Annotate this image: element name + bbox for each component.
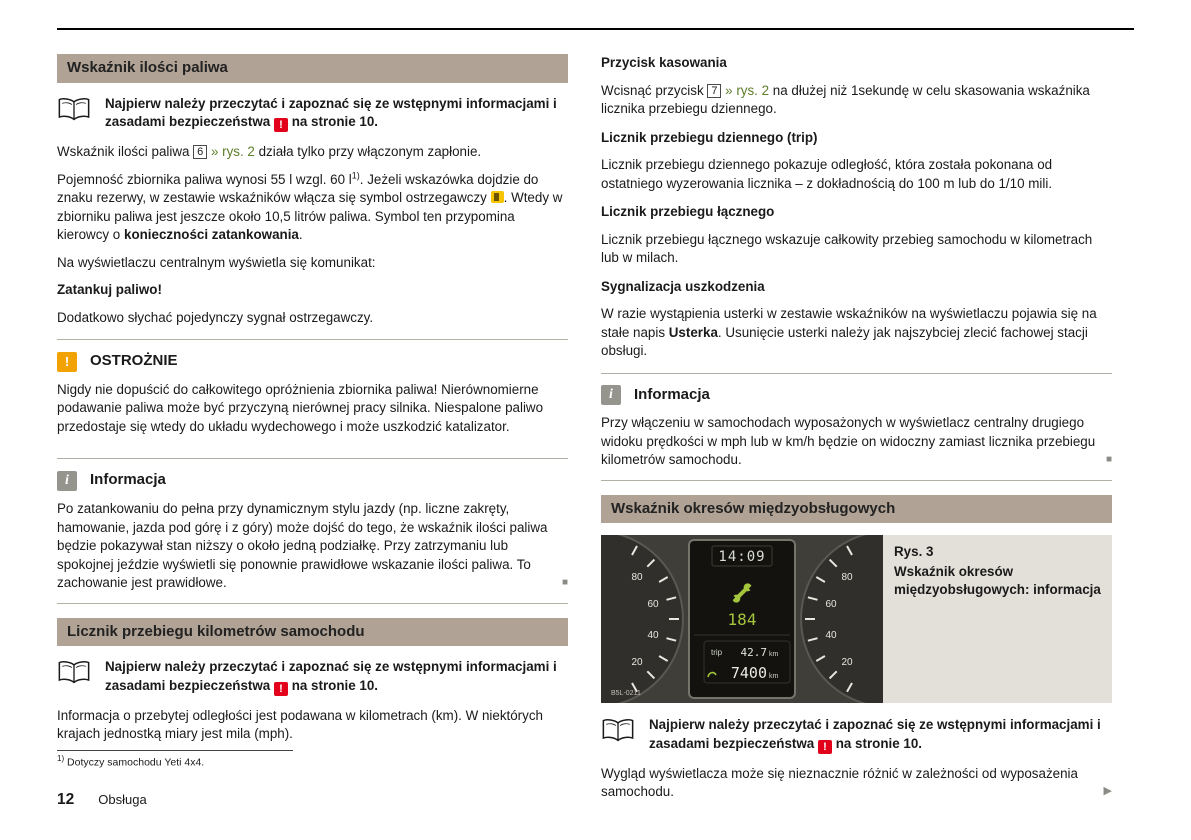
- footnote-text: Dotyczy samochodu Yeti 4x4.: [67, 756, 205, 769]
- safety-warning-icon: !: [274, 118, 288, 132]
- paragraph: Wcisnąć przycisk 7 » rys. 2 na dłużej niż 1sekundę w celu skasowania wskaźnika licznika przebiegu dziennego.: [601, 82, 1090, 116]
- left-gauge-tick: 80: [631, 572, 643, 584]
- image-code: B5L-0211: [611, 690, 641, 698]
- safety-note: [57, 658, 568, 696]
- left-gauge-tick: 20: [631, 657, 643, 669]
- instrument-cluster-svg: [601, 535, 883, 703]
- top-rule: [57, 28, 1134, 30]
- safety-note-text: Najpierw należy przeczytać i zapoznać się ze wstępnymi informacjami i zasadami bezpieczeństwa ! na stronie 10.: [649, 717, 1101, 753]
- paragraph: Na wyświetlaczu centralnym wyświetla się komunikat:: [57, 254, 376, 270]
- figure-link-rys2[interactable]: » rys. 2: [725, 82, 770, 98]
- info-body: Po zatankowaniu do pełna przy dynamicznym stylu jazdy (np. liczne zakręty, hamowanie, jazda pod górę i z góry) może dojść do tego, że wskaźnik ilości paliwa będzie pokazywał stan niższy o około jedną podziałkę. Przy zatrzymaniu lub spokojnej jeździe wyświetli się ponownie prawidłowe wskazanie ilości paliwa. To zachowanie jest prawidłowe. ■: [57, 501, 568, 591]
- fuel-pump-warning-icon: [491, 191, 504, 203]
- right-column: [601, 54, 1112, 811]
- page-footer: [57, 791, 147, 809]
- left-column: [57, 54, 568, 811]
- footnote-marker: 1): [57, 754, 65, 763]
- info-title: Informacja: [634, 385, 710, 403]
- section-header-odometer: [57, 618, 568, 647]
- paragraph: Licznik przebiegu dziennego pokazuje odległość, która została pokonana od ostatniego wyzerowania licznika – z dokładnością do 100 m lub do 1/10 mili.: [601, 157, 1053, 191]
- bold-text: Usterka: [668, 324, 718, 340]
- paragraph: Dodatkowo słychać pojedynczy sygnał ostrzegawczy.: [57, 309, 374, 325]
- left-gauge-tick: 60: [647, 599, 659, 611]
- footnote: [57, 750, 293, 769]
- page-number: 12: [57, 791, 75, 808]
- trip-value: 42.7: [740, 646, 767, 660]
- section-title: Licznik przebiegu kilometrów samochodu: [67, 622, 365, 640]
- section-title: Wskaźnik okresów międzyobsługowych: [611, 499, 896, 517]
- footnote-ref-1: 1): [351, 170, 360, 181]
- end-of-section-marker: ■: [561, 577, 568, 589]
- figure-link-rys2[interactable]: » rys. 2: [210, 144, 255, 160]
- section-header-service-interval: [601, 495, 1112, 524]
- info-block: [601, 373, 1112, 481]
- left-gauge-tick: 40: [647, 630, 659, 642]
- section-title: Wskaźnik ilości paliwa: [67, 59, 228, 76]
- caution-title: OSTROŻNIE: [90, 352, 178, 370]
- paragraph: Wskaźnik ilości paliwa 6 » rys. 2 działa tylko przy włączonym zapłonie.: [57, 144, 482, 160]
- service-interval-value: 184: [727, 610, 757, 630]
- run-in-heading-fault: Sygnalizacja uszkodzenia: [601, 278, 765, 294]
- safety-note-text: Najpierw należy przeczytać i zapoznać się ze wstępnymi informacjami i zasadami bezpieczeństwa ! na stronie 10.: [105, 659, 557, 695]
- info-title: Informacja: [90, 471, 166, 489]
- open-book-icon: [57, 658, 91, 691]
- paragraph: Wygląd wyświetlacza może się nieznacznie różnić w zależności od wyposażenia samochodu. ▶: [601, 765, 1112, 800]
- continue-marker: ▶: [1103, 785, 1112, 798]
- safety-note-text: [105, 95, 568, 133]
- odometer-unit: km: [769, 673, 779, 681]
- trip-unit: km: [769, 651, 779, 659]
- safety-warning-icon: !: [818, 740, 832, 754]
- run-in-heading-reset: Przycisk kasowania: [601, 55, 727, 70]
- chapter-title: Obsługa: [98, 792, 147, 807]
- right-gauge-tick: 40: [825, 630, 837, 642]
- info-icon: i: [601, 385, 621, 405]
- paragraph: Pojemność zbiornika paliwa wynosi 55 l wzgl. 60 l$^{1)}$. Jeżeli wskazówka dojdzie do znaku rezerwy, w zestawie wskaźników włącza się symbol ostrzegawczy . Wtedy w zbiorniku paliwa jest jeszcze około 10,5 litrów paliwa. Symbol ten przypomina kierowcy o konieczności zatankowania.: [57, 170, 563, 243]
- callout-ref-6: 6: [193, 145, 207, 159]
- instrument-cluster-image: [601, 535, 883, 703]
- section-header-fuel-gauge: [57, 54, 568, 83]
- open-book-icon: [57, 95, 91, 128]
- paragraph: Licznik przebiegu łącznego wskazuje całkowity przebieg samochodu w kilometrach lub w milach.: [601, 231, 1093, 265]
- caution-block: [57, 339, 568, 446]
- clock-display: 14:09: [718, 549, 766, 566]
- end-of-section-marker: ■: [1105, 454, 1112, 466]
- safety-note-pre: Najpierw należy przeczytać i zapoznać się ze wstępnymi informacjami i zasadami bezpieczeństwa: [105, 95, 557, 130]
- paragraph: W razie wystąpienia usterki w zestawie wskaźników na wyświetlaczu pojawia się na stałe napis Usterka. Usunięcie usterki należy jak najszybciej zlecić fachowej stacji obsługi.: [601, 306, 1097, 358]
- paragraph: Informacja o przebytej odległości jest podawana w kilometrach (km). W niektórych krajach jednostką miary jest mila (mph).: [57, 707, 543, 742]
- lcd-display: [689, 540, 795, 698]
- safety-note: [57, 95, 568, 133]
- safety-note-post: na stronie 10.: [291, 114, 379, 130]
- bold-text: konieczności zatankowania: [124, 227, 299, 243]
- run-in-heading-total: Licznik przebiegu łącznego: [601, 204, 775, 219]
- run-in-heading-trip: Licznik przebiegu dziennego (trip): [601, 129, 818, 145]
- display-message: Zatankuj paliwo!: [57, 282, 162, 298]
- figure-label: Rys. 3: [894, 544, 934, 560]
- open-book-icon: [601, 716, 635, 749]
- right-gauge-tick: 20: [841, 657, 853, 669]
- caution-body: Nigdy nie dopuścić do całkowitego opróżnienia zbiornika paliwa! Nierównomierne podawanie paliwa może być przyczyną nierównej pracy silnika. Niespalone paliwo przedostaje się wtedy do układu wydechowego i może uszkodzić katalizator.: [57, 381, 544, 434]
- figure-caption: [883, 535, 1112, 703]
- info-block: [57, 458, 568, 603]
- trip-label: trip: [711, 648, 723, 658]
- safety-note: [601, 716, 1112, 754]
- caution-icon: !: [57, 352, 77, 372]
- odometer-value: 7400: [730, 664, 767, 683]
- safety-warning-icon: !: [274, 682, 288, 696]
- figure-caption-text: Wskaźnik okresów międzyobsługowych: informacja: [894, 563, 1101, 598]
- right-gauge-tick: 60: [825, 599, 837, 611]
- callout-ref-7: 7: [707, 84, 721, 98]
- two-column-layout: [57, 54, 1134, 811]
- info-body: Przy włączeniu w samochodach wyposażonych w wyświetlacz centralny drugiego widoku prędkości w mph lub w km/h będzie on widoczny zamiast licznika przebiegu kilometrów samochodu. ■: [601, 415, 1112, 468]
- right-gauge-tick: 80: [841, 572, 853, 584]
- figure-rys3: [601, 535, 1112, 703]
- info-icon: i: [57, 471, 77, 491]
